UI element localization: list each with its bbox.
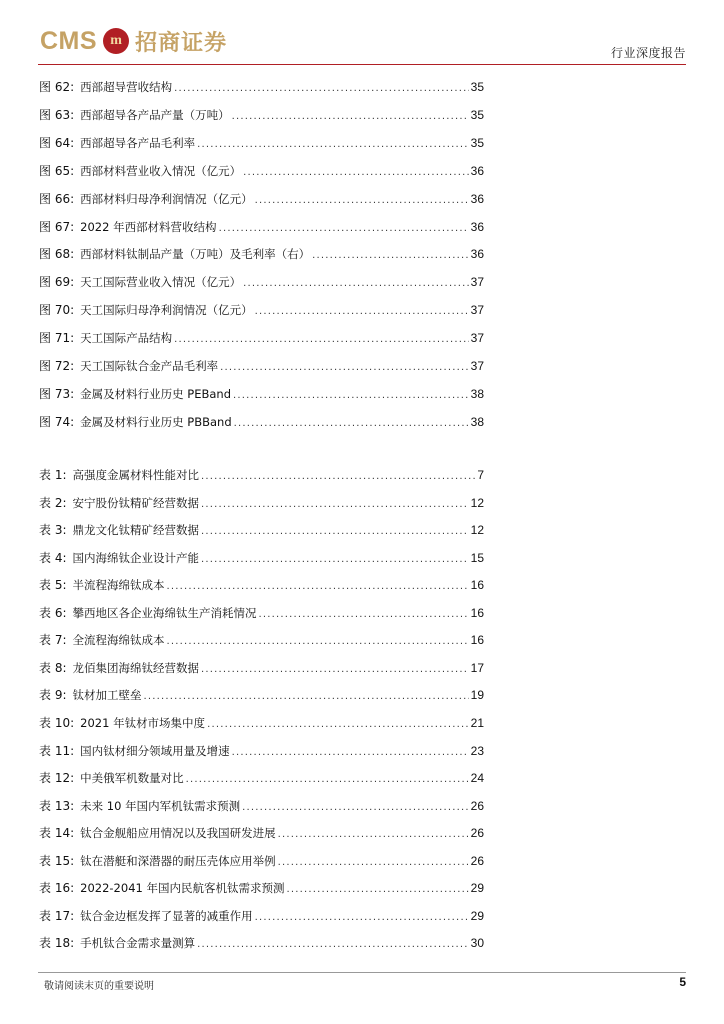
dot-leader [232,108,469,126]
entry-page-number: 16 [470,605,484,620]
dot-leader [201,496,469,514]
dot-leader [278,826,469,844]
dot-leader [234,415,469,433]
dot-leader [259,606,469,624]
disclaimer-note: 敬请阅读末页的重要说明 [44,981,154,992]
table-entry[interactable] [38,521,484,539]
table-entry[interactable] [38,907,484,925]
figure-entry[interactable] [38,245,484,263]
entry-page-number: 35 [470,107,484,122]
dot-leader [186,771,469,789]
page-number: 5 [679,975,686,989]
entry-page-number: 12 [470,495,484,510]
dot-leader [144,688,469,706]
entry-title: 金属及材料行业历史 PEBand [80,386,232,401]
dot-leader [255,192,469,210]
entry-title: 2022-2041 年国内民航客机钛需求预测 [80,881,285,896]
dot-leader [174,80,469,98]
entry-title: 中美俄军机数量对比 [80,771,184,786]
entry-title: 全流程海绵钛成本 [72,633,165,648]
entry-title: 金属及材料行业历史 PBBand [80,414,232,429]
dot-leader [167,633,469,651]
entry-title: 天工国际归母净利润情况（亿元） [80,303,253,318]
entry-label: 图 63: [39,107,75,122]
figure-entry[interactable] [38,78,484,96]
table-entry[interactable] [38,659,484,677]
entry-label: 表 3: [39,523,67,538]
table-entry[interactable] [38,852,484,870]
entry-label: 表 17: [39,908,75,923]
figure-entry[interactable] [38,329,484,347]
entry-label: 图 62: [39,80,75,94]
dot-leader [201,523,469,541]
entry-page-number: 17 [470,660,484,675]
figure-entry[interactable] [38,301,484,319]
dot-leader [201,661,469,679]
entry-title: 未来 10 年国内军机钛需求预测 [80,798,241,813]
dot-leader [197,936,469,954]
table-entry[interactable] [38,466,484,484]
entry-label: 图 69: [39,275,75,290]
dot-leader [278,854,469,872]
entry-page-number: 35 [470,80,484,94]
figure-entry[interactable] [38,357,484,375]
figure-entry[interactable] [38,190,484,208]
table-entry[interactable] [38,879,484,897]
figure-entry[interactable] [38,162,484,180]
dot-leader [207,716,469,734]
table-entry[interactable] [38,742,484,760]
table-entry[interactable] [38,714,484,732]
entry-title: 手机钛合金需求量测算 [80,936,196,951]
entry-label: 图 71: [39,331,75,346]
dot-leader [201,468,475,486]
table-entry[interactable] [38,824,484,842]
entry-label: 表 13: [39,798,75,813]
entry-title: 2022 年西部材料营收结构 [80,219,217,234]
entry-title: 西部材料归母净利润情况（亿元） [80,191,253,206]
entry-title: 天工国际产品结构 [80,331,173,346]
dot-leader [233,387,469,405]
figure-entry[interactable] [38,385,484,403]
dot-leader [174,331,469,349]
entry-title: 钛合金舰船应用情况以及我国研发进展 [80,826,276,841]
entry-label: 表 16: [39,881,75,896]
entry-title: 钛合金边框发挥了显著的减重作用 [80,908,253,923]
figure-entry[interactable] [38,134,484,152]
entry-page-number: 16 [470,578,484,593]
entry-page-number: 24 [470,771,484,786]
entry-page-number: 37 [470,359,484,373]
entry-label: 图 74: [39,414,75,429]
table-entry[interactable] [38,549,484,567]
entry-label: 表 12: [39,771,75,786]
table-entry[interactable] [38,604,484,622]
entry-label: 表 1: [39,468,67,482]
entry-page-number: 26 [470,798,484,813]
entry-title: 安宁股份钛精矿经营数据 [72,495,199,510]
entry-title: 钛在潜艇和深潜器的耐压壳体应用举例 [80,853,276,868]
entry-title: 国内海绵钛企业设计产能 [72,550,199,565]
dot-leader [255,303,469,321]
entry-title: 西部超导各产品产量（万吨） [80,107,230,122]
entry-page-number: 36 [470,219,484,234]
dot-leader [242,799,469,817]
entry-label: 表 2: [39,495,67,510]
dot-leader [255,909,469,927]
entry-label: 表 7: [39,633,67,648]
figure-entry[interactable] [38,106,484,124]
entry-title: 钛材加工壁垒 [72,688,142,703]
logo-text: CMS [40,26,98,55]
dot-leader [286,881,468,899]
entry-page-number: 26 [470,826,484,841]
entry-page-number: 12 [470,523,484,538]
entry-title: 鼎龙文化钛精矿经营数据 [72,523,199,538]
figure-entry[interactable] [38,413,484,431]
logo-emblem-icon: m [103,28,129,54]
table-entry[interactable] [38,934,484,952]
dot-leader [201,551,469,569]
table-entry[interactable] [38,769,484,787]
entry-label: 表 5: [39,578,67,593]
entry-page-number: 30 [470,936,484,951]
figure-entry[interactable] [38,273,484,291]
entry-label: 图 65: [39,163,75,178]
entry-title: 2021 年钛材市场集中度 [80,715,206,730]
entry-page-number: 37 [470,331,484,346]
entry-title: 西部超导各产品毛利率 [80,135,196,150]
entry-label: 表 15: [39,853,75,868]
entry-label: 图 73: [39,386,75,401]
entry-label: 图 66: [39,191,75,206]
entry-title: 天工国际钛合金产品毛利率 [80,359,219,373]
entry-title: 龙佰集团海绵钛经营数据 [72,660,199,675]
entry-label: 表 14: [39,826,75,841]
dot-leader [243,164,469,182]
entry-page-number: 37 [470,275,484,290]
entry-page-number: 36 [470,191,484,206]
table-entry[interactable] [38,631,484,649]
page-header [0,0,724,66]
entry-title: 西部材料钛制品产量（万吨）及毛利率（右） [80,247,311,262]
entry-title: 高强度金属材料性能对比 [72,468,199,482]
brand-name: 招商证券 [135,30,228,56]
entry-label: 表 6: [39,605,67,620]
entry-page-number: 26 [470,853,484,868]
dot-leader [232,744,469,762]
entry-label: 表 4: [39,550,67,565]
table-entry[interactable] [38,797,484,815]
entry-label: 表 8: [39,660,67,675]
dot-leader [220,359,469,377]
entry-label: 图 72: [39,359,75,373]
dot-leader [243,275,469,293]
entry-title: 半流程海绵钛成本 [72,578,165,593]
entry-label: 图 70: [39,303,75,318]
entry-title: 国内钛材细分领域用量及增速 [80,743,230,758]
dot-leader [197,136,469,154]
entry-page-number: 29 [470,908,484,923]
entry-page-number: 19 [470,688,484,703]
entry-title: 天工国际营业收入情况（亿元） [80,275,242,290]
table-entry[interactable] [38,686,484,704]
entry-label: 表 18: [39,936,75,951]
table-entry[interactable] [38,576,484,594]
entry-page-number: 36 [470,163,484,178]
figure-entry[interactable] [38,218,484,236]
entry-page-number: 36 [470,247,484,262]
entry-page-number: 7 [477,468,484,482]
entry-page-number: 38 [470,386,484,401]
cms-logo [40,24,227,58]
entry-page-number: 23 [470,743,484,758]
entry-page-number: 35 [470,135,484,150]
table-entry[interactable] [38,494,484,512]
entry-label: 图 64: [39,135,75,150]
entry-page-number: 15 [470,550,484,565]
entry-page-number: 29 [470,881,484,896]
dot-leader [312,247,469,265]
entry-label: 表 11: [39,743,75,758]
entry-label: 图 68: [39,247,75,262]
entry-label: 表 9: [39,688,67,703]
entry-title: 攀西地区各企业海绵钛生产消耗情况 [72,605,257,620]
entry-label: 表 10: [39,715,75,730]
entry-title: 西部超导营收结构 [80,80,173,94]
entry-page-number: 37 [470,303,484,318]
entry-page-number: 21 [470,715,484,730]
entry-page-number: 38 [470,414,484,429]
entry-title: 西部材料营业收入情况（亿元） [80,163,242,178]
entry-label: 图 67: [39,219,75,234]
entry-page-number: 16 [470,633,484,648]
dot-leader [219,220,469,238]
footer-divider [38,972,686,973]
dot-leader [167,578,469,596]
report-type: 行业深度报告 [610,46,686,60]
header-divider [38,64,686,65]
